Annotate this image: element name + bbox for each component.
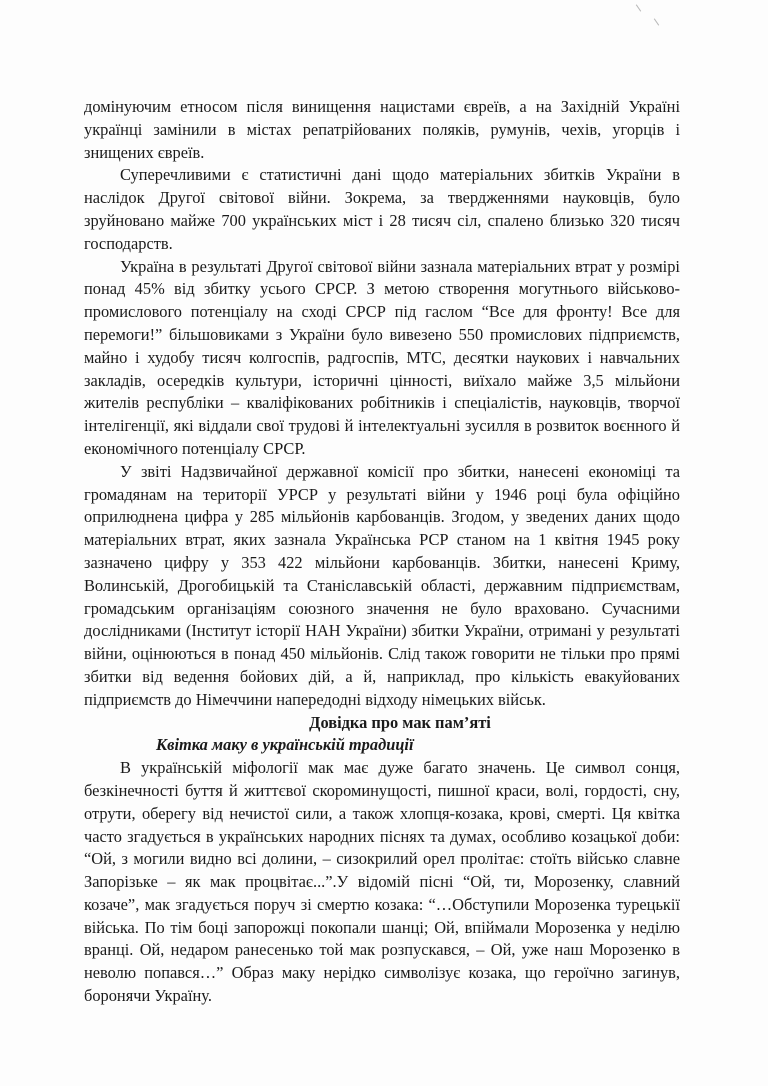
section-heading: Довідка про мак пам’яті (309, 712, 491, 732)
paragraph: У звіті Надзвичайної державної комісії про збитки, нанесені економіці та громадянам на території УРСР у результаті війни у 1946 році була офіційно оприлюднена цифра у 285 мільйонів карбованців. Згодом, у зведених даних щодо матеріальних втрат, яких зазнала Українська РСР станом на 1 квітня 1945 року зазначено цифру у 353 422 мільйони карбованців. Збитки, нанесені Криму, Волинській, Дрогобицькій та Станіславській області, державним підприємствам, громадським організаціям союзного значення не було враховано. Сучасними дослідниками (Інститут історії НАН України) збитки України, отримані у результаті війни, оцінюються в понад 450 мільйонів. Слід також говорити не тільки про прямі збитки від ведення бойових дій, а й, наприклад, про кількість евакуйованих підприємств до Німеччини напередодні відходу німецьких військ. (84, 461, 680, 709)
paragraph: Україна в результаті Другої світової війни зазнала матеріальних втрат у розмірі понад 45% від збитку усього СРСР. З метою створення могутнього військово-промислового потенціалу на сході СРСР під гаслом “Все для фронту! Все для перемоги!” більшовиками з України було вивезено 550 промислових підприємств, майно і худобу тисяч колгоспів, радгоспів, МТС, десятки наукових і навчальних закладів, осередків культури, історичні цінності, виїхало майже 3,5 мільйони жителів республіки – кваліфікованих робітників і спеціалістів, науковців, творчої інтелігенції, які віддали свої трудові й інтелектуальні зусилля в розвиток воєнного й економічного потенціалу СРСР. (84, 256, 680, 458)
paragraph: домінуючим етносом після винищення нацистами євреїв, а на Західній Україні українці замінили в містах репатрійованих поляків, румунів, чехів, угорців і знищених євреїв. (84, 97, 680, 162)
scan-speck (654, 18, 659, 25)
paragraph: Суперечливими є статистичні дані щодо матеріальних збитків України в наслідок Другої світової війни. Зокрема, за твердженнями науковців, було зруйновано майже 700 українських міст і 28 тисяч сіл, спалено близько 320 тисяч господарств. (84, 165, 680, 253)
section-subheading: Квітка маку в українській традиції (156, 735, 414, 755)
paragraph: В українській міфології мак має дуже багато значень. Це символ сонця, безкінечності буття й життєвої скороминущості, пишної краси, волі, гордості, сну, отрути, оберегу від нечистої сили, а також хлопця-козака, крові, смерті. Ця квітка часто згадується в українських народних піснях та думах, особливо козацької доби: “Ой, з могили видно всі долини, – сизокрилий орел пролітає: стоїть військо славне Запорізьке – як мак процвітає...”.У відомій пісні “Ой, ти, Морозенку, славний козаче”, мак згадується поруч зі смертю козака: “…Обступили Морозенка турецькії війська. По тім боці запорожці покопали шанці; Ой, впіймали Морозенка у неділю вранці. Ой, недаром ранесенько той мак розпускався, – Ой, уже наш Морозенко в неволю попався…” Образ маку нерідко символізує козака, що героїчно загинув, боронячи Україну. (84, 758, 680, 1006)
scan-speck (636, 4, 641, 11)
document-body (84, 96, 680, 1008)
